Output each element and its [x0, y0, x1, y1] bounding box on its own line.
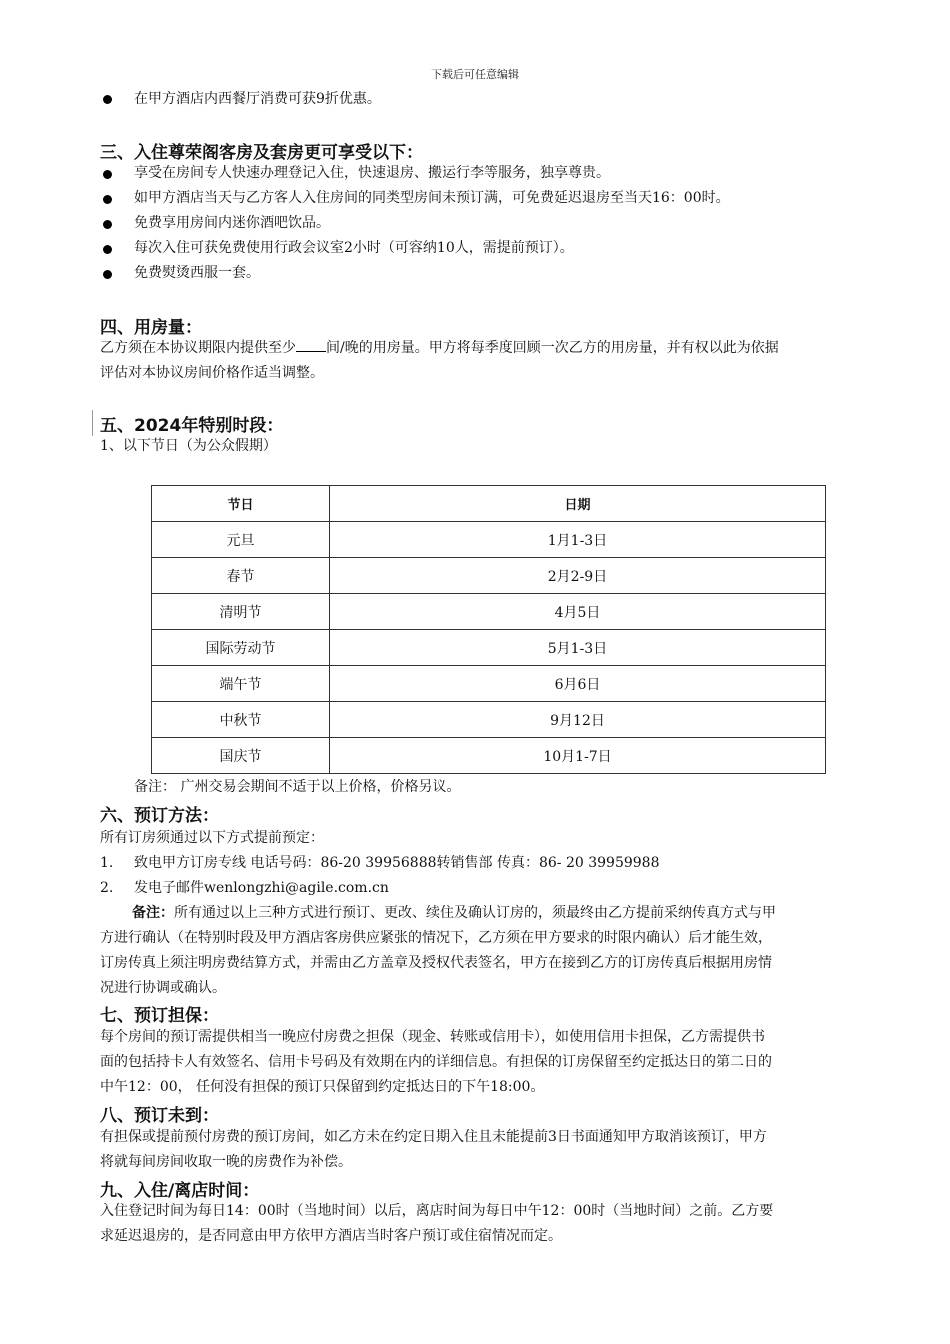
- section6-note-line4: 况进行协调或确认。: [100, 980, 226, 996]
- section4-text-a: 乙方须在本协议期限内提供至少: [100, 340, 296, 356]
- section7-title: 七、预订担保：: [100, 1006, 219, 1026]
- date-cell: 6月6日: [330, 666, 826, 702]
- table-row: [152, 594, 826, 630]
- section4-title: 四、用房量：: [100, 318, 202, 338]
- table-row: [152, 522, 826, 558]
- date-cell: 9月12日: [330, 702, 826, 738]
- section5-title: 五、2024年特别时段：: [100, 416, 284, 436]
- section3-item: 免费熨烫西服一套。: [134, 265, 260, 281]
- festival-cell: 端午节: [152, 666, 330, 702]
- table-row: [152, 702, 826, 738]
- method2-number: 2.: [100, 880, 114, 896]
- page-header: 下载后可任意编辑: [431, 68, 519, 81]
- table-row: [152, 558, 826, 594]
- section8-title: 八、预订未到：: [100, 1106, 219, 1126]
- section6-intro: 所有订房须通过以下方式提前预定：: [100, 830, 324, 846]
- note-label: 备注：: [132, 905, 174, 921]
- margin-marker: [92, 410, 93, 436]
- table-row: [152, 738, 826, 774]
- method2-text: 发电子邮件wenlongzhi@agile.com.cn: [134, 880, 389, 896]
- method1-text: 致电甲方订房专线 电话号码：86-20 39956888转销售部 传真：86- 20 39959988: [134, 855, 660, 871]
- section7-line2: 面的包括持卡人有效签名、信用卡号码及有效期在内的详细信息。有担保的订房保留至约定抵达日的第二日的: [100, 1054, 772, 1070]
- section6-title: 六、预订方法：: [100, 806, 219, 826]
- section8-line2: 将就每间房间收取一晚的房费作为补偿。: [100, 1154, 352, 1170]
- section5-subtitle: 1、以下节日（为公众假期）: [100, 438, 277, 454]
- table-header-date: 日期: [330, 486, 826, 522]
- date-cell: 5月1-3日: [330, 630, 826, 666]
- festival-cell: 中秋节: [152, 702, 330, 738]
- section3-item: 每次入住可获免费使用行政会议室2小时（可容纳10人，需提前预订）。: [134, 240, 574, 256]
- table-row: [152, 630, 826, 666]
- holiday-table: [151, 485, 826, 774]
- festival-cell: 国庆节: [152, 738, 330, 774]
- section6-note-line3: 订房传真上须注明房费结算方式，并需由乙方盖章及授权代表签名，甲方在接到乙方的订房传真后根据用房情: [100, 955, 772, 971]
- section4-text-b: 间/晚的用房量。甲方将每季度回顾一次乙方的用房量，并有权以此为依据: [326, 340, 779, 356]
- bullet-icon: [103, 245, 112, 254]
- date-cell: 2月2-9日: [330, 558, 826, 594]
- table-note: 备注： 广州交易会期间不适于以上价格，价格另议。: [134, 779, 461, 795]
- bullet-text: 在甲方酒店内西餐厅消费可获9折优惠。: [134, 91, 381, 107]
- section7-line1: 每个房间的预订需提供相当一晚应付房费之担保（现金、转账或信用卡），如使用信用卡担保，乙方需提供书: [100, 1029, 765, 1045]
- table-header-row: [152, 486, 826, 522]
- section6-note-line1: [100, 901, 878, 926]
- bullet-icon: [103, 170, 112, 179]
- section6-note-line2: 方进行确认（在特别时段及甲方酒店客房供应紧张的情况下，乙方须在甲方要求的时限内确认）后才能生效，: [100, 930, 772, 946]
- date-cell: 1月1-3日: [330, 522, 826, 558]
- section3-title: 三、入住尊荣阁客房及套房更可享受以下：: [100, 143, 423, 163]
- section7-line3: 中午12：00， 任何没有担保的预订只保留到约定抵达日的下午18:00。: [100, 1079, 545, 1095]
- section4-line1: [100, 336, 779, 361]
- festival-cell: 清明节: [152, 594, 330, 630]
- section9-line1: 入住登记时间为每日14：00时（当地时间）以后，离店时间为每日中午12：00时（当地时间）之前。乙方要: [100, 1203, 774, 1219]
- section9-title: 九、入住/离店时间：: [100, 1181, 260, 1201]
- festival-cell: 元旦: [152, 522, 330, 558]
- date-cell: 10月1-7日: [330, 738, 826, 774]
- bullet-icon: [103, 95, 112, 104]
- section4-line2: 评估对本协议房间价格作适当调整。: [100, 365, 324, 381]
- note-text: 所有通过以上三种方式进行预订、更改、续住及确认订房的，须最终由乙方提前采纳传真方式与甲: [174, 905, 776, 921]
- bullet-icon: [103, 195, 112, 204]
- section8-line1: 有担保或提前预付房费的预订房间，如乙方未在约定日期入住且未能提前3日书面通知甲方取消该预订，甲方: [100, 1129, 767, 1145]
- date-cell: 4月5日: [330, 594, 826, 630]
- festival-cell: 春节: [152, 558, 330, 594]
- section9-line2: 求延迟退房的，是否同意由甲方依甲方酒店当时客户预订或住宿情况而定。: [100, 1228, 562, 1244]
- table-row: [152, 666, 826, 702]
- section3-item: 免费享用房间内迷你酒吧饮品。: [134, 215, 330, 231]
- festival-cell: 国际劳动节: [152, 630, 330, 666]
- section3-item: 享受在房间专人快速办理登记入住，快速退房、搬运行李等服务，独享尊贵。: [134, 165, 610, 181]
- table-header-festival: 节日: [152, 486, 330, 522]
- section3-item: 如甲方酒店当天与乙方客人入住房间的同类型房间未预订满，可免费延迟退房至当天16：00时。: [134, 190, 730, 206]
- method1-number: 1.: [100, 855, 114, 871]
- bullet-icon: [103, 270, 112, 279]
- room-quantity-blank: [296, 337, 326, 352]
- bullet-icon: [103, 220, 112, 229]
